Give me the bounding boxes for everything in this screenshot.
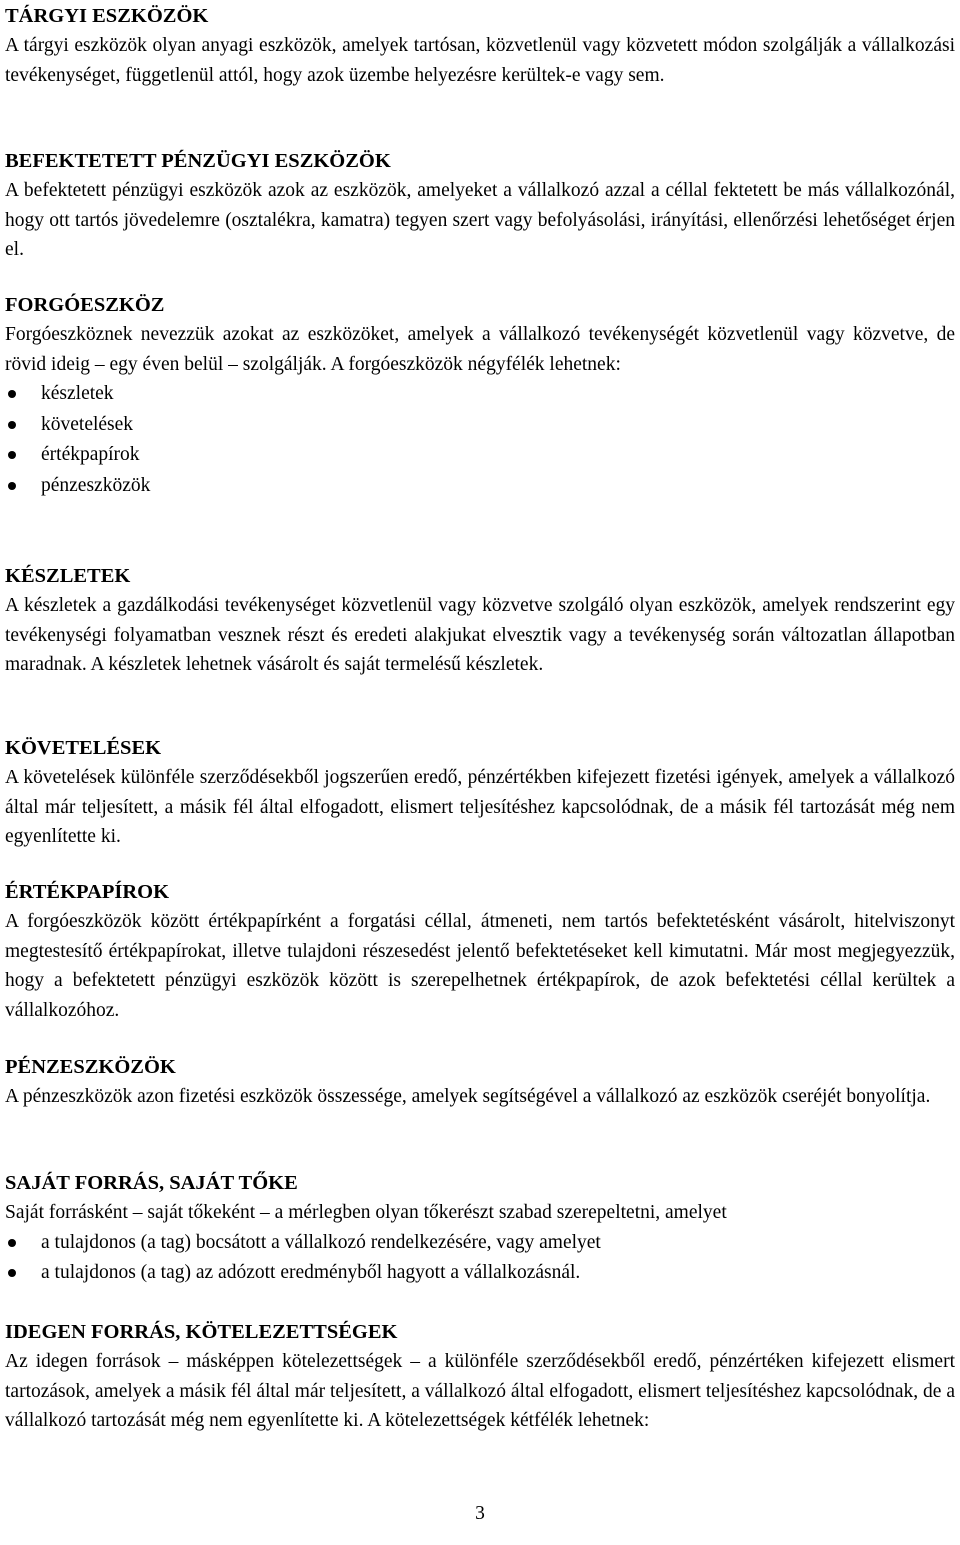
section-body: Forgóeszköznek nevezzük azokat az eszközöket, amelyek a vállalkozó tevékenységét közvetlenül vagy közvetve, de rövid ideig – egy éven belül – szolgálják. A forgóeszközök négyfélék lehetnek: xyxy=(5,324,955,375)
section-heading: KÉSZLETEK xyxy=(5,565,131,587)
bullet-list xyxy=(5,379,955,501)
section-heading: KÖVETELÉSEK xyxy=(5,737,162,759)
section-body: A forgóeszközök között értékpapírként a forgatási céllal, átmeneti, nem tartós befektetésként vásárolt, hitelviszonyt megtestesítő értékpapírokat, illetve tulajdoni részesedést jelentő befektetéseket kell kimutatni. Már most megjegyezzük, hogy a befektetett pénzügyi eszközök között is szerepelhetnek értékpapírok, de azok befektetési céllal kerültek a vállalkozóhoz. xyxy=(5,911,955,1021)
page-number: 3 xyxy=(475,1503,485,1524)
section-keszletek xyxy=(5,562,955,680)
section-body: Saját forrásként – saját tőkeként – a mérlegben olyan tőkerészt szabad szerepeltetni, amelyet xyxy=(5,1202,727,1223)
section-body: A készletek a gazdálkodási tevékenységet közvetlenül vagy közvetve szolgáló olyan eszközök, amelyek rendszerint egy tevékenységi folyamatban vesznek részt és eredeti alakjukat elvesztik vagy a tevékenység során változatlan állapotban maradnak. A készletek lehetnek vásárolt és saját termelésű készletek. xyxy=(5,595,955,675)
section-heading: PÉNZESZKÖZÖK xyxy=(5,1056,176,1078)
section-forgoeszkoz xyxy=(5,291,955,501)
bullet-icon xyxy=(8,1239,16,1247)
list-item: a tulajdonos (a tag) bocsátott a vállalkozó rendelkezésére, vagy amelyet xyxy=(5,1228,955,1259)
section-heading: BEFEKTETETT PÉNZÜGYI ESZKÖZÖK xyxy=(5,150,391,172)
section-sajat-forras xyxy=(5,1169,955,1289)
list-item: készletek xyxy=(5,379,955,410)
section-heading: IDEGEN FORRÁS, KÖTELEZETTSÉGEK xyxy=(5,1321,398,1343)
section-body: Az idegen források – másképpen kötelezettségek – a különféle szerződésekből eredő, pénzértéken kifejezett elismert tartozások, amelyek a másik fél által már teljesített, a vállalkozó által elfogadott, elismert teljesítéshez kapcsolódnak, de a vállalkozó tartozását még nem egyenlítette ki. A kötelezettségek kétfélék lehetnek: xyxy=(5,1351,955,1431)
list-item: pénzeszközök xyxy=(5,471,955,502)
list-item: a tulajdonos (a tag) az adózott eredményből hagyott a vállalkozásnál. xyxy=(5,1258,955,1289)
section-penzeszkozok xyxy=(5,1053,955,1112)
section-body: A tárgyi eszközök olyan anyagi eszközök, amelyek tartósan, közvetlenül vagy közvetett módon szolgálják a vállalkozási tevékenységet, függetlenül attól, hogy azok üzembe helyezésre kerültek-e vagy sem. xyxy=(5,35,955,86)
bullet-icon xyxy=(8,421,16,429)
section-heading: FORGÓESZKÖZ xyxy=(5,294,165,316)
section-heading: ÉRTÉKPAPÍROK xyxy=(5,881,170,903)
section-body: A befektetett pénzügyi eszközök azok az eszközök, amelyeket a vállalkozó azzal a céllal fektetett be más vállalkozónál, hogy ott tartós jövedelemre (osztalékra, kamatra) tegyen szert vagy befolyásolási, irányítási, ellenőrzési lehetőséget érjen el. xyxy=(5,180,955,260)
section-targyi-eszkozok xyxy=(5,2,955,90)
section-befektetett-penzugyi-eszkozok xyxy=(5,147,955,265)
list-item: értékpapírok xyxy=(5,440,955,471)
list-item: követelések xyxy=(5,410,955,441)
bullet-icon xyxy=(8,1269,16,1277)
section-idegen-forras xyxy=(5,1318,955,1436)
section-kovetelesek xyxy=(5,734,955,852)
bullet-icon xyxy=(8,482,16,490)
bullet-icon xyxy=(8,451,16,459)
section-heading: SAJÁT FORRÁS, SAJÁT TŐKE xyxy=(5,1172,298,1194)
section-heading: TÁRGYI ESZKÖZÖK xyxy=(5,5,209,27)
bullet-icon xyxy=(8,390,16,398)
section-body: A követelések különféle szerződésekből jogszerűen eredő, pénzértékben kifejezett fizetési igények, amelyek a vállalkozó által már teljesített, a másik fél által elfogadott, elismert teljesítéshez kapcsolódnak, de a másik fél tartozását még nem egyenlítette ki. xyxy=(5,767,955,847)
section-ertekpapirok xyxy=(5,878,955,1025)
bullet-list xyxy=(5,1228,955,1289)
section-body: A pénzeszközök azon fizetési eszközök összessége, amelyek segítségével a vállalkozó az eszközök cseréjét bonyolítja. xyxy=(5,1086,931,1107)
